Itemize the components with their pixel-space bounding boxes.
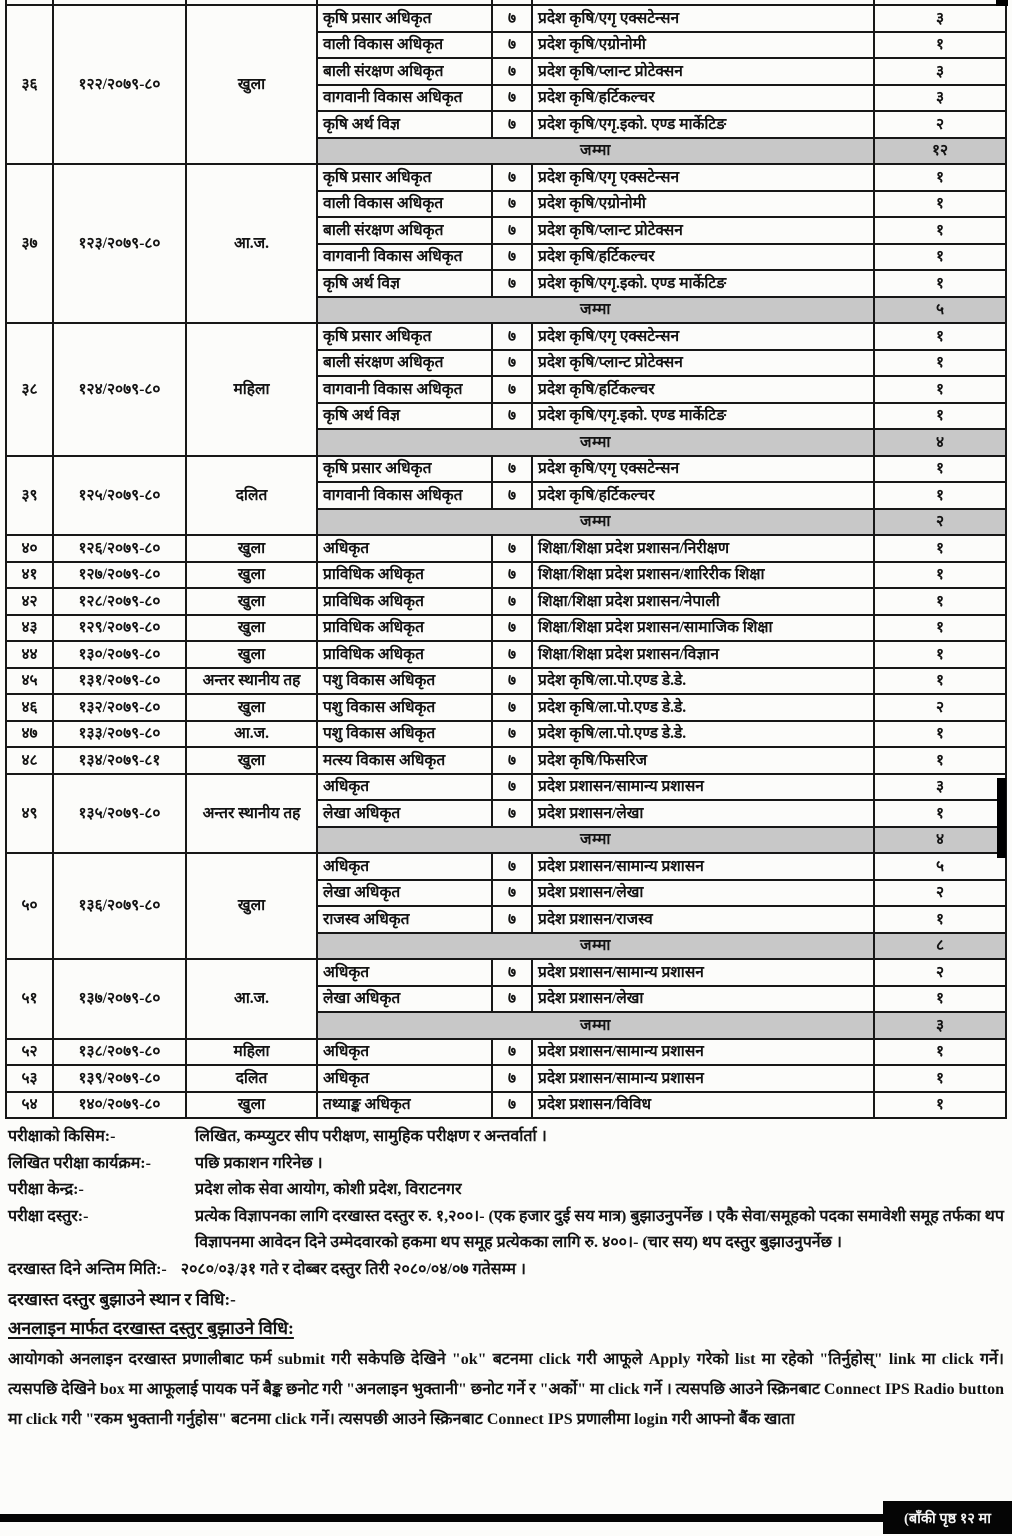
category-cell: आ.ज. xyxy=(186,721,317,748)
table-row xyxy=(6,959,1006,986)
count-cell: १ xyxy=(874,535,1006,562)
level-cell: ७ xyxy=(492,535,532,562)
service-cell: प्रदेश प्रशासन/लेखा xyxy=(532,880,874,907)
exam-info-label: परीक्षाको किसिम:- xyxy=(8,1128,116,1145)
service-cell: प्रदेश कृषि/एग्रोनोमी xyxy=(532,32,874,59)
level-cell: ७ xyxy=(492,721,532,748)
category-cell: महिला xyxy=(186,1039,317,1066)
sn-cell: ३६ xyxy=(6,5,53,164)
service-cell: शिक्षा/शिक्षा प्रदेश प्रशासन/विज्ञान xyxy=(532,641,874,668)
post-cell: अधिकृत xyxy=(317,1065,492,1092)
service-cell: प्रदेश प्रशासन/लेखा xyxy=(532,986,874,1013)
level-cell: ७ xyxy=(492,5,532,32)
exam-info-value: प्रत्येक विज्ञापनका लागि दरखास्त दस्तुर रु. १,२००।- (एक हजार दुई सय मात्र) बुझाउनुपर्नेछ । एकै सेवा/समूहको पदका समावेशी समूह तर्फका थप विज्ञापनमा आवेदन दिने उम्मेदवारको हकमा थप समूह प्रत्येकका लागि रु. ४००।- (चार सय) थप दस्तुर बुझाउनुपर्नेछ । xyxy=(195,1207,1004,1251)
level-cell: ७ xyxy=(492,747,532,774)
post-cell: प्राविधिक अधिकृत xyxy=(317,641,492,668)
count-cell: १ xyxy=(874,270,1006,297)
exam-info-list xyxy=(8,1124,1005,1283)
count-cell: १ xyxy=(874,403,1006,430)
count-cell: १ xyxy=(874,482,1006,509)
category-cell: आ.ज. xyxy=(186,959,317,1039)
total-label-cell: जम्मा xyxy=(317,429,874,456)
post-cell: कृषि अर्थ विज्ञ xyxy=(317,111,492,138)
count-cell: १ xyxy=(874,906,1006,933)
post-cell: अधिकृत xyxy=(317,774,492,801)
advt-cell: १२३/२०७९-८० xyxy=(53,164,186,323)
category-cell: खुला xyxy=(186,694,317,721)
exam-info-row xyxy=(8,1124,1005,1151)
table-row xyxy=(6,1092,1006,1119)
sn-cell: ४४ xyxy=(6,641,53,668)
service-cell: शिक्षा/शिक्षा प्रदेश प्रशासन/निरीक्षण xyxy=(532,535,874,562)
vacancy-table-body xyxy=(6,0,1006,1118)
table-row xyxy=(6,641,1006,668)
service-cell: प्रदेश कृषि/ला.पो.एण्ड डे.डे. xyxy=(532,694,874,721)
table-row xyxy=(6,164,1006,191)
count-cell: १ xyxy=(874,32,1006,59)
category-cell: अन्तर स्थानीय तह xyxy=(186,668,317,695)
service-cell: प्रदेश कृषि/ला.पो.एण्ड डे.डे. xyxy=(532,721,874,748)
count-cell: १ xyxy=(874,562,1006,589)
scan-artifact-bar xyxy=(997,778,1006,858)
count-cell: ५ xyxy=(874,853,1006,880)
total-label-cell: जम्मा xyxy=(317,509,874,536)
count-cell: १ xyxy=(874,800,1006,827)
count-cell: १ xyxy=(874,350,1006,377)
service-cell: प्रदेश कृषि/हर्टिकल्चर xyxy=(532,482,874,509)
exam-info-value: २०८०/०३/३१ गते र दोब्बर दस्तुर तिरी २०८०/०४/०७ गतेसम्म । xyxy=(180,1260,526,1278)
count-cell: १ xyxy=(874,668,1006,695)
category-cell: महिला xyxy=(186,323,317,456)
count-cell: १ xyxy=(874,191,1006,218)
advt-cell: १२७/२०७९-८० xyxy=(53,562,186,589)
advt-cell: १२९/२०७९-८० xyxy=(53,615,186,642)
exam-info-value: पछि प्रकाशन गरिनेछ । xyxy=(195,1154,323,1172)
advt-cell: १२६/२०७९-८० xyxy=(53,535,186,562)
count-cell: १ xyxy=(874,1065,1006,1092)
post-cell: कृषि प्रसार अधिकृत xyxy=(317,5,492,32)
total-count-cell: १२ xyxy=(874,138,1006,165)
level-cell: ७ xyxy=(492,880,532,907)
advt-cell: १३८/२०७९-८० xyxy=(53,1039,186,1066)
table-row xyxy=(6,615,1006,642)
exam-info-label: लिखित परीक्षा कार्यक्रम:- xyxy=(8,1154,151,1172)
count-cell: १ xyxy=(874,588,1006,615)
total-count-cell: २ xyxy=(874,509,1006,536)
count-cell: १ xyxy=(874,721,1006,748)
post-cell: कृषि अर्थ विज्ञ xyxy=(317,403,492,430)
service-cell: प्रदेश कृषि/फिसरिज xyxy=(532,747,874,774)
total-count-cell: ५ xyxy=(874,297,1006,324)
service-cell: शिक्षा/शिक्षा प्रदेश प्रशासन/शारिरीक शिक्षा xyxy=(532,562,874,589)
post-cell: कृषि अर्थ विज्ञ xyxy=(317,270,492,297)
total-label-cell: जम्मा xyxy=(317,827,874,854)
count-cell: ३ xyxy=(874,774,1006,801)
level-cell: ७ xyxy=(492,986,532,1013)
table-row xyxy=(6,1039,1006,1066)
sn-cell: ५० xyxy=(6,853,53,959)
exam-info-row xyxy=(8,1177,1005,1204)
post-cell: मत्स्य विकास अधिकृत xyxy=(317,747,492,774)
post-cell: पशु विकास अधिकृत xyxy=(317,721,492,748)
category-cell: खुला xyxy=(186,853,317,959)
category-cell: खुला xyxy=(186,535,317,562)
total-count-cell: ४ xyxy=(874,827,1006,854)
level-cell: ७ xyxy=(492,32,532,59)
advt-cell: १३७/२०७९-८० xyxy=(53,959,186,1039)
level-cell: ७ xyxy=(492,164,532,191)
count-cell: २ xyxy=(874,880,1006,907)
advt-cell: १४०/२०७९-८० xyxy=(53,1092,186,1119)
advt-cell: १३३/२०७९-८० xyxy=(53,721,186,748)
exam-info-row xyxy=(8,1151,1005,1178)
count-cell: २ xyxy=(874,694,1006,721)
service-cell: प्रदेश प्रशासन/विविध xyxy=(532,1092,874,1119)
category-cell: अन्तर स्थानीय तह xyxy=(186,774,317,854)
exam-info-row xyxy=(8,1204,1005,1257)
advt-cell: १३९/२०७९-८० xyxy=(53,1065,186,1092)
service-cell: प्रदेश कृषि/एगृ एक्सटेन्सन xyxy=(532,456,874,483)
exam-info-row xyxy=(8,1257,1005,1284)
level-cell: ७ xyxy=(492,323,532,350)
table-row xyxy=(6,747,1006,774)
count-cell: १ xyxy=(874,323,1006,350)
post-cell: लेखा अधिकृत xyxy=(317,986,492,1013)
level-cell: ७ xyxy=(492,562,532,589)
sn-cell: ४७ xyxy=(6,721,53,748)
level-cell: ७ xyxy=(492,191,532,218)
post-cell: पशु विकास अधिकृत xyxy=(317,668,492,695)
level-cell: ७ xyxy=(492,270,532,297)
exam-info-value: प्रदेश लोक सेवा आयोग, कोशी प्रदेश, विराटनगर xyxy=(195,1181,462,1198)
total-label-cell: जम्मा xyxy=(317,297,874,324)
advt-cell: १३१/२०७९-८० xyxy=(53,668,186,695)
sn-cell: ५४ xyxy=(6,1092,53,1119)
post-cell: बाली संरक्षण अधिकृत xyxy=(317,217,492,244)
post-cell: बाली संरक्षण अधिकृत xyxy=(317,350,492,377)
sn-cell: ४९ xyxy=(6,774,53,854)
category-cell: दलित xyxy=(186,456,317,536)
category-cell: खुला xyxy=(186,747,317,774)
count-cell: ३ xyxy=(874,58,1006,85)
exam-info-label: परीक्षा दस्तुर:- xyxy=(8,1207,89,1225)
advt-cell: १२५/२०७९-८० xyxy=(53,456,186,536)
post-cell: लेखा अधिकृत xyxy=(317,800,492,827)
count-cell: १ xyxy=(874,986,1006,1013)
count-cell: २ xyxy=(874,111,1006,138)
level-cell: ७ xyxy=(492,350,532,377)
count-cell: १ xyxy=(874,376,1006,403)
sn-cell: ५२ xyxy=(6,1039,53,1066)
table-row xyxy=(6,774,1006,801)
level-cell: ७ xyxy=(492,482,532,509)
level-cell: ७ xyxy=(492,800,532,827)
service-cell: प्रदेश कृषि/एगृ.इको. एण्ड मार्केटिङ xyxy=(532,403,874,430)
exam-info-label: परीक्षा केन्द्र:- xyxy=(8,1181,84,1198)
level-cell: ७ xyxy=(492,244,532,271)
payment-place-heading: दरखास्त दस्तुर बुझाउने स्थान र विधि:- xyxy=(8,1290,236,1309)
category-cell: खुला xyxy=(186,1092,317,1119)
service-cell: प्रदेश प्रशासन/सामान्य प्रशासन xyxy=(532,853,874,880)
level-cell: ७ xyxy=(492,456,532,483)
sn-cell: ५३ xyxy=(6,1065,53,1092)
online-payment-heading: अनलाइन मार्फत दरखास्त दस्तुर बुझाउने विधि: xyxy=(8,1318,294,1338)
level-cell: ७ xyxy=(492,1065,532,1092)
table-row xyxy=(6,588,1006,615)
count-cell: १ xyxy=(874,1039,1006,1066)
service-cell: प्रदेश प्रशासन/सामान्य प्रशासन xyxy=(532,1039,874,1066)
level-cell: ७ xyxy=(492,853,532,880)
level-cell: ७ xyxy=(492,1039,532,1066)
sn-cell: ३७ xyxy=(6,164,53,323)
post-cell: अधिकृत xyxy=(317,959,492,986)
level-cell: ७ xyxy=(492,85,532,112)
table-row xyxy=(6,456,1006,483)
level-cell: ७ xyxy=(492,588,532,615)
count-cell: १ xyxy=(874,1092,1006,1119)
total-label-cell: जम्मा xyxy=(317,933,874,960)
level-cell: ७ xyxy=(492,403,532,430)
level-cell: ७ xyxy=(492,694,532,721)
category-cell: खुला xyxy=(186,562,317,589)
level-cell: ७ xyxy=(492,1092,532,1119)
count-cell: १ xyxy=(874,217,1006,244)
exam-info-label: दरखास्त दिने अन्तिम मिति:- xyxy=(8,1260,167,1278)
post-cell: अधिकृत xyxy=(317,853,492,880)
bottom-rule xyxy=(0,1514,884,1522)
count-cell: १ xyxy=(874,164,1006,191)
sn-cell: ४८ xyxy=(6,747,53,774)
sn-cell: ४० xyxy=(6,535,53,562)
post-cell: पशु विकास अधिकृत xyxy=(317,694,492,721)
post-cell: वाली विकास अधिकृत xyxy=(317,191,492,218)
advt-cell: १३०/२०७९-८० xyxy=(53,641,186,668)
table-row xyxy=(6,694,1006,721)
service-cell: प्रदेश कृषि/एग्रोनोमी xyxy=(532,191,874,218)
count-cell: १ xyxy=(874,615,1006,642)
sn-cell: ४३ xyxy=(6,615,53,642)
level-cell: ७ xyxy=(492,111,532,138)
service-cell: प्रदेश कृषि/ला.पो.एण्ड डे.डे. xyxy=(532,668,874,695)
level-cell: ७ xyxy=(492,217,532,244)
service-cell: प्रदेश प्रशासन/लेखा xyxy=(532,800,874,827)
exam-info-value: लिखित, कम्प्युटर सीप परीक्षण, सामुहिक परीक्षण र अन्तर्वार्ता । xyxy=(195,1128,547,1145)
scan-artifact-corner xyxy=(996,0,1008,6)
service-cell: प्रदेश कृषि/हर्टिकल्चर xyxy=(532,376,874,403)
post-cell: प्राविधिक अधिकृत xyxy=(317,615,492,642)
post-cell: कृषि प्रसार अधिकृत xyxy=(317,323,492,350)
advt-cell: १२८/२०७९-८० xyxy=(53,588,186,615)
service-cell: शिक्षा/शिक्षा प्रदेश प्रशासन/सामाजिक शिक्षा xyxy=(532,615,874,642)
count-cell: २ xyxy=(874,959,1006,986)
sn-cell: ४५ xyxy=(6,668,53,695)
level-cell: ७ xyxy=(492,615,532,642)
service-cell: प्रदेश कृषि/एगृ.इको. एण्ड मार्केटिङ xyxy=(532,111,874,138)
category-cell: खुला xyxy=(186,5,317,164)
advt-cell: १३२/२०७९-८० xyxy=(53,694,186,721)
category-cell: दलित xyxy=(186,1065,317,1092)
post-cell: प्राविधिक अधिकृत xyxy=(317,562,492,589)
total-count-cell: ४ xyxy=(874,429,1006,456)
level-cell: ७ xyxy=(492,774,532,801)
service-cell: शिक्षा/शिक्षा प्रदेश प्रशासन/नेपाली xyxy=(532,588,874,615)
post-cell: लेखा अधिकृत xyxy=(317,880,492,907)
service-cell: प्रदेश कृषि/प्लान्ट प्रोटेक्सन xyxy=(532,58,874,85)
post-cell: वाली विकास अधिकृत xyxy=(317,32,492,59)
service-cell: प्रदेश कृषि/प्लान्ट प्रोटेक्सन xyxy=(532,350,874,377)
table-row xyxy=(6,668,1006,695)
post-cell: अधिकृत xyxy=(317,535,492,562)
category-cell: आ.ज. xyxy=(186,164,317,323)
continuation-note: (बाँकी पृष्ठ १२ मा xyxy=(883,1501,1012,1534)
table-row xyxy=(6,323,1006,350)
level-cell: ७ xyxy=(492,641,532,668)
service-cell: प्रदेश कृषि/एगृ एक्सटेन्सन xyxy=(532,323,874,350)
service-cell: प्रदेश कृषि/हर्टिकल्चर xyxy=(532,85,874,112)
post-cell: वागवानी विकास अधिकृत xyxy=(317,85,492,112)
level-cell: ७ xyxy=(492,668,532,695)
service-cell: प्रदेश कृषि/प्लान्ट प्रोटेक्सन xyxy=(532,217,874,244)
advt-cell: १३५/२०७९-८० xyxy=(53,774,186,854)
sn-cell: ५१ xyxy=(6,959,53,1039)
advt-cell: १३४/२०७९-८१ xyxy=(53,747,186,774)
sn-cell: ४१ xyxy=(6,562,53,589)
count-cell: ३ xyxy=(874,5,1006,32)
advt-cell: १२४/२०७९-८० xyxy=(53,323,186,456)
level-cell: ७ xyxy=(492,906,532,933)
post-cell: तथ्याङ्क अधिकृत xyxy=(317,1092,492,1119)
post-cell: राजस्व अधिकृत xyxy=(317,906,492,933)
level-cell: ७ xyxy=(492,58,532,85)
service-cell: प्रदेश कृषि/एगृ एक्सटेन्सन xyxy=(532,5,874,32)
count-cell: १ xyxy=(874,747,1006,774)
post-cell: प्राविधिक अधिकृत xyxy=(317,588,492,615)
table-row xyxy=(6,5,1006,32)
count-cell: १ xyxy=(874,456,1006,483)
service-cell: प्रदेश कृषि/एगृ एक्सटेन्सन xyxy=(532,164,874,191)
advt-cell: १२२/२०७९-८० xyxy=(53,5,186,164)
level-cell: ७ xyxy=(492,376,532,403)
table-row xyxy=(6,721,1006,748)
sn-cell: ४२ xyxy=(6,588,53,615)
table-row xyxy=(6,535,1006,562)
vacancy-table xyxy=(5,0,1007,1119)
post-cell: कृषि प्रसार अधिकृत xyxy=(317,456,492,483)
post-cell: कृषि प्रसार अधिकृत xyxy=(317,164,492,191)
post-cell: वागवानी विकास अधिकृत xyxy=(317,244,492,271)
level-cell: ७ xyxy=(492,959,532,986)
sn-cell: ३९ xyxy=(6,456,53,536)
table-row xyxy=(6,853,1006,880)
post-cell: बाली संरक्षण अधिकृत xyxy=(317,58,492,85)
table-row xyxy=(6,562,1006,589)
total-count-cell: ३ xyxy=(874,1012,1006,1039)
post-cell: वागवानी विकास अधिकृत xyxy=(317,482,492,509)
service-cell: प्रदेश प्रशासन/सामान्य प्रशासन xyxy=(532,1065,874,1092)
table-row xyxy=(6,1065,1006,1092)
service-cell: प्रदेश प्रशासन/राजस्व xyxy=(532,906,874,933)
post-cell: अधिकृत xyxy=(317,1039,492,1066)
category-cell: खुला xyxy=(186,615,317,642)
total-label-cell: जम्मा xyxy=(317,1012,874,1039)
count-cell: ३ xyxy=(874,85,1006,112)
service-cell: प्रदेश कृषि/एगृ.इको. एण्ड मार्केटिङ xyxy=(532,270,874,297)
count-cell: १ xyxy=(874,641,1006,668)
category-cell: खुला xyxy=(186,588,317,615)
total-label-cell: जम्मा xyxy=(317,138,874,165)
post-cell: वागवानी विकास अधिकृत xyxy=(317,376,492,403)
sn-cell: ३८ xyxy=(6,323,53,456)
service-cell: प्रदेश कृषि/हर्टिकल्चर xyxy=(532,244,874,271)
service-cell: प्रदेश प्रशासन/सामान्य प्रशासन xyxy=(532,959,874,986)
online-payment-instructions: आयोगको अनलाइन दरखास्त प्रणालीबाट फर्म submit गरी सकेपछि देखिने "ok" बटनमा click गरी आफूले Apply गरेको list मा रहेको "तिर्नुहोस्" link मा click गर्ने। त्यसपछि देखिने box मा आफूलाई पायक पर्ने बैङ्क छनोट गरी "अनलाइन भुक्तानी" छनोट गर्ने र "अर्को" मा click गर्ने । त्यसपछि आउने स्क्रिनबाट Connect IPS Radio button मा click गरी "रकम भुक्तानी गर्नुहोस" बटनमा click गर्ने। त्यसपछी आउने स्क्रिनबाट Connect IPS प्रणालीमा login गरी आफ्नो बैंक खाता xyxy=(8,1351,1004,1428)
count-cell: १ xyxy=(874,244,1006,271)
category-cell: खुला xyxy=(186,641,317,668)
sn-cell: ४६ xyxy=(6,694,53,721)
service-cell: प्रदेश प्रशासन/सामान्य प्रशासन xyxy=(532,774,874,801)
total-count-cell: ८ xyxy=(874,933,1006,960)
advt-cell: १३६/२०७९-८० xyxy=(53,853,186,959)
